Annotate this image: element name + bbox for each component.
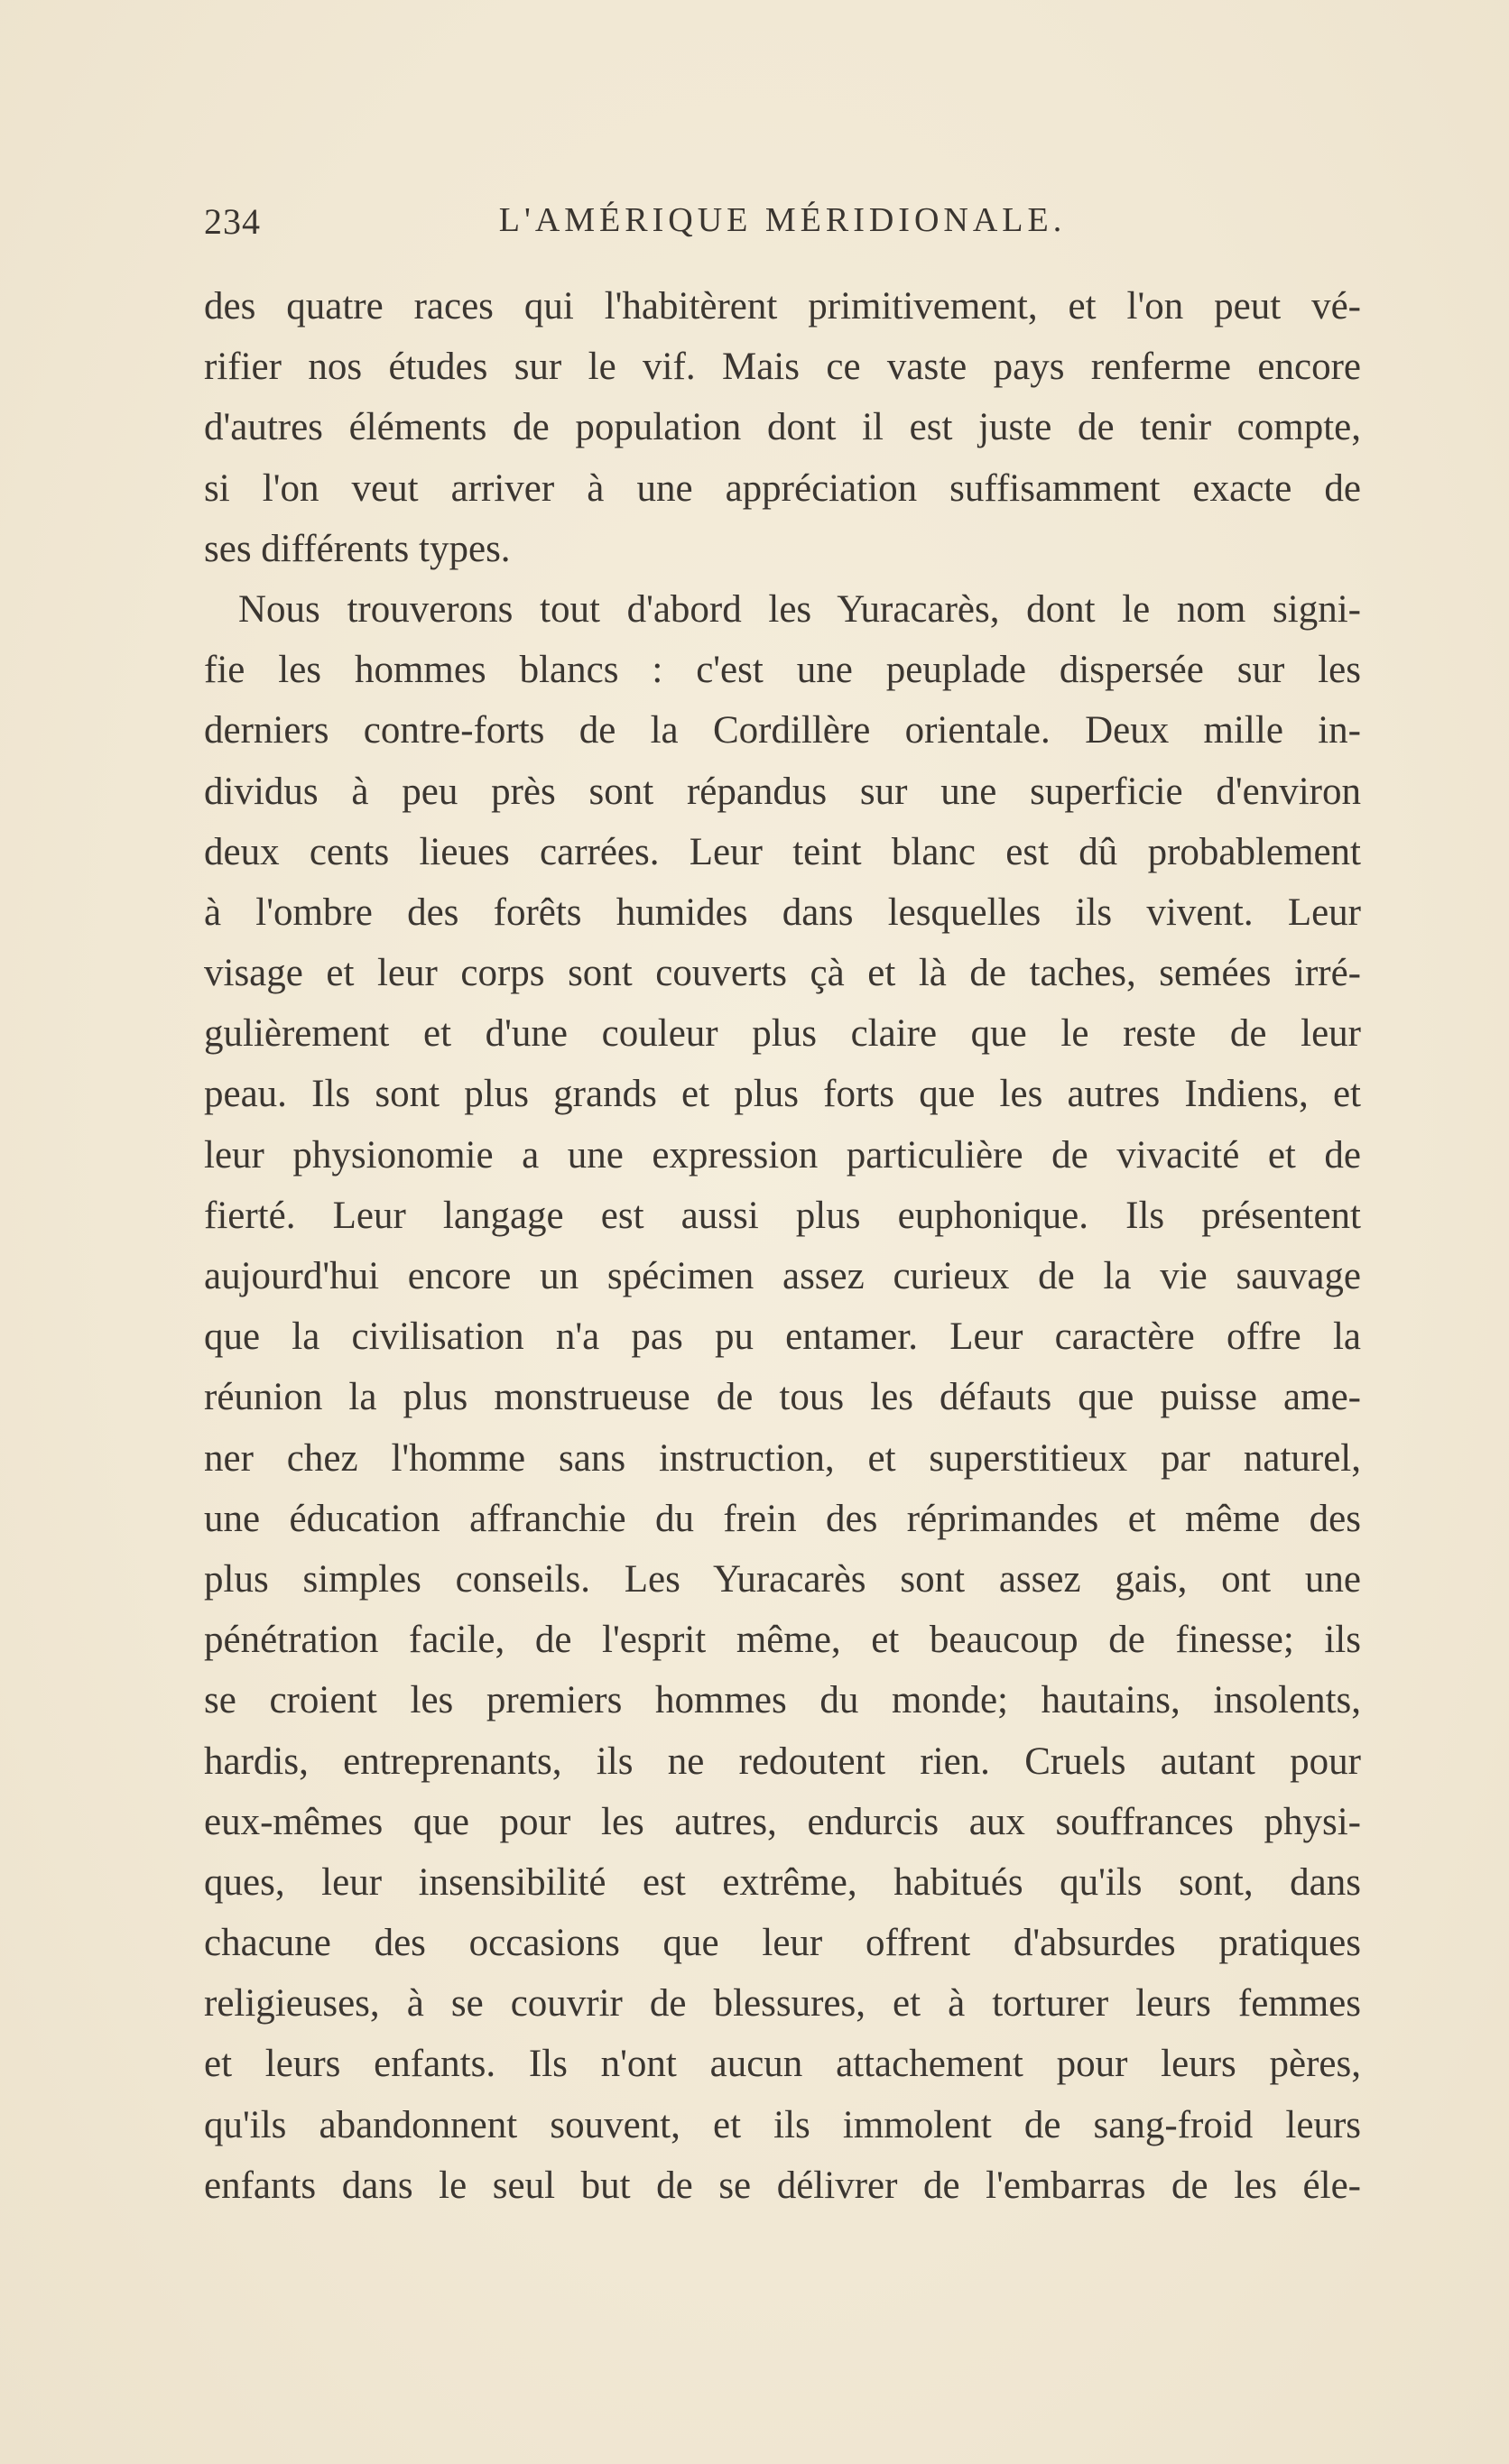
text-line: rifier nos études sur le vif. Mais ce vaste pays renferme encore — [204, 346, 1361, 389]
text-line: enfants dans le seul but de se délivrer de l'embarras de les éle- — [204, 2164, 1361, 2207]
text-line: si l'on veut arriver à une appréciation suffisamment exacte de — [204, 466, 1361, 510]
text-line: Nous trouverons tout d'abord les Yuracarès, dont le nom signi- — [238, 587, 1361, 631]
text-line: fierté. Leur langage est aussi plus euphonique. Ils présentent — [204, 1194, 1361, 1237]
text-line: leur physionomie a une expression particulière de vivacité et de — [204, 1133, 1361, 1177]
text-line: réunion la plus monstrueuse de tous les défauts que puisse ame- — [204, 1376, 1361, 1419]
text-line: d'autres éléments de population dont il est juste de tenir compte, — [204, 406, 1361, 449]
text-line: ques, leur insensibilité est extrême, habitués qu'ils sont, dans — [204, 1860, 1361, 1904]
body-text — [204, 276, 1361, 2216]
text-line: ses différents types. — [204, 527, 511, 570]
text-line: que la civilisation n'a pas pu entamer. Leur caractère offre la — [204, 1315, 1361, 1359]
text-line: chacune des occasions que leur offrent d'absurdes pratiques — [204, 1922, 1361, 1965]
text-line: eux-mêmes que pour les autres, endurcis aux souffrances physi- — [204, 1800, 1361, 1843]
text-line: pénétration facile, de l'esprit même, et beaucoup de finesse; ils — [204, 1619, 1361, 1662]
text-line: à l'ombre des forêts humides dans lesquelles ils vivent. Leur — [204, 891, 1361, 934]
text-line: et leurs enfants. Ils n'ont aucun attachement pour leurs pères, — [204, 2043, 1361, 2086]
running-title: L'AMÉRIQUE MÉRIDIONALE. — [498, 201, 1067, 239]
text-line: religieuses, à se couvrir de blessures, et à torturer leurs femmes — [204, 1982, 1361, 2026]
page-header — [204, 200, 1361, 254]
text-line: qu'ils abandonnent souvent, et ils immolent de sang-froid leurs — [204, 2103, 1361, 2146]
text-line: une éducation affranchie du frein des réprimandes et même des — [204, 1497, 1361, 1540]
page-number: 234 — [204, 201, 261, 242]
text-line: hardis, entreprenants, ils ne redoutent rien. Cruels autant pour — [204, 1740, 1361, 1783]
text-line: plus simples conseils. Les Yuracarès sont assez gais, ont une — [204, 1557, 1361, 1601]
text-line: gulièrement et d'une couleur plus claire que le reste de leur — [204, 1012, 1361, 1056]
text-line: fie les hommes blancs : c'est une peuplade dispersée sur les — [204, 649, 1361, 692]
text-line: dividus à peu près sont répandus sur une superficie d'environ — [204, 770, 1361, 813]
text-line: derniers contre-forts de la Cordillère orientale. Deux mille in- — [204, 709, 1361, 752]
text-line: aujourd'hui encore un spécimen assez curieux de la vie sauvage — [204, 1255, 1361, 1297]
text-line: se croient les premiers hommes du monde; hautains, insolents, — [204, 1679, 1361, 1722]
text-line: des quatre races qui l'habitèrent primitivement, et l'on peut vé- — [204, 285, 1361, 328]
text-line: deux cents lieues carrées. Leur teint blanc est dû probablement — [204, 830, 1361, 873]
text-line: visage et leur corps sont couverts çà et là de taches, semées irré- — [204, 952, 1361, 995]
text-line: ner chez l'homme sans instruction, et superstitieux par naturel, — [204, 1436, 1361, 1480]
text-line: peau. Ils sont plus grands et plus forts que les autres Indiens, et — [204, 1073, 1361, 1116]
